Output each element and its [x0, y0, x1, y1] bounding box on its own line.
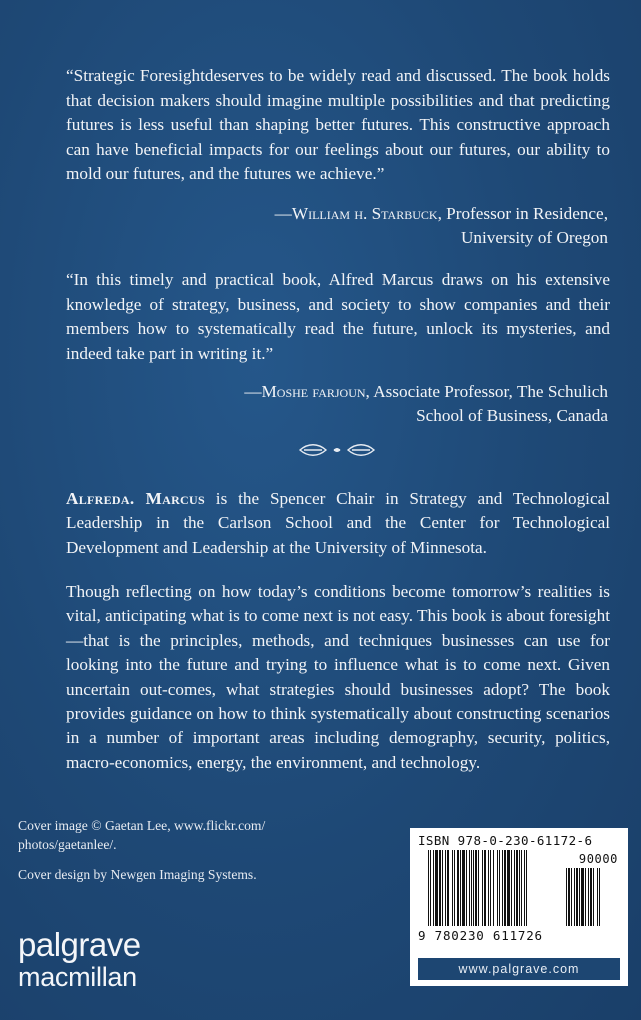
quote-2-text: “In this timely and practical book, Alfred Marcus draws on his extensive knowledge of strategy, business, and society to show companies and their members how to systematically read the future, unlock its mysteries, and indeed take part in writing it.” [66, 270, 610, 363]
author-bio-text: is the Spencer Chair in Strategy and Technological Leadership in the Carlson School and the Center for Technological Development and Leadership at the University of Minnesota. [66, 489, 610, 557]
quote-1-author: William h. Starbuck [291, 204, 438, 223]
quote-1-dash: — [274, 204, 292, 223]
publisher-logo-line2: macmillan [18, 962, 137, 992]
quote-2-attribution [200, 380, 608, 428]
author-name: Alfreda. Marcus [66, 489, 205, 508]
quote-2-dash: — [244, 382, 262, 401]
ean-barcode [428, 850, 558, 926]
quote-1-text: “Strategic Foresightdeserves to be widely read and discussed. The book holds that decision makers should imagine multiple possibilities and that predicting futures is less useful than shaping better futures. This constructive approach can have beneficial impacts for our feelings about our futures, our ability to mold our futures, and the futures we achieve.” [66, 66, 610, 184]
book-description: Though reflecting on how today’s conditions become tomorrow’s realities is vital, anticipating what is to come next is not easy. This book is about foresight—that is the principles, methods, and techniques businesses can use for looking into the future and trying to influence what is to come next. Given uncertain out-comes, what strategies should businesses adopt? The book provides guidance on how to think systematically about constructing scenarios in a number of important areas including demography, security, politics, macro-economics, energy, the environment, and technology. [66, 582, 610, 772]
publisher-logo-line1: palgrave [18, 926, 141, 963]
quote-2-role-line2: School of Business, Canada [416, 406, 608, 425]
cover-credits [18, 816, 318, 884]
quote-2-role-line1: , Associate Professor, The Schulich [365, 382, 608, 401]
quote-1-attribution [200, 202, 608, 250]
publisher-logo [18, 928, 141, 992]
addon-barcode [566, 868, 618, 928]
author-bio [66, 487, 610, 560]
ornament-divider-icon [298, 440, 376, 460]
barcode-panel [410, 828, 628, 986]
quote-2-author: Moshe farjoun [261, 382, 366, 401]
price-code: 90000 [578, 852, 618, 866]
quote-1-role-line2: University of Oregon [460, 228, 608, 247]
cover-design-credit: Cover design by Newgen Imaging Systems. [18, 867, 257, 882]
publisher-website[interactable]: www.palgrave.com [418, 958, 620, 980]
cover-image-credit-line2: photos/gaetanlee/. [18, 837, 117, 852]
barcode-digits: 9 780230 611726 [418, 928, 543, 943]
cover-image-credit-line1: Cover image © Gaetan Lee, www.flickr.com/ [18, 818, 266, 833]
isbn-text: ISBN 978-0-230-61172-6 [418, 833, 593, 848]
quote-1-role-line1: , Professor in Residence, [437, 204, 608, 223]
